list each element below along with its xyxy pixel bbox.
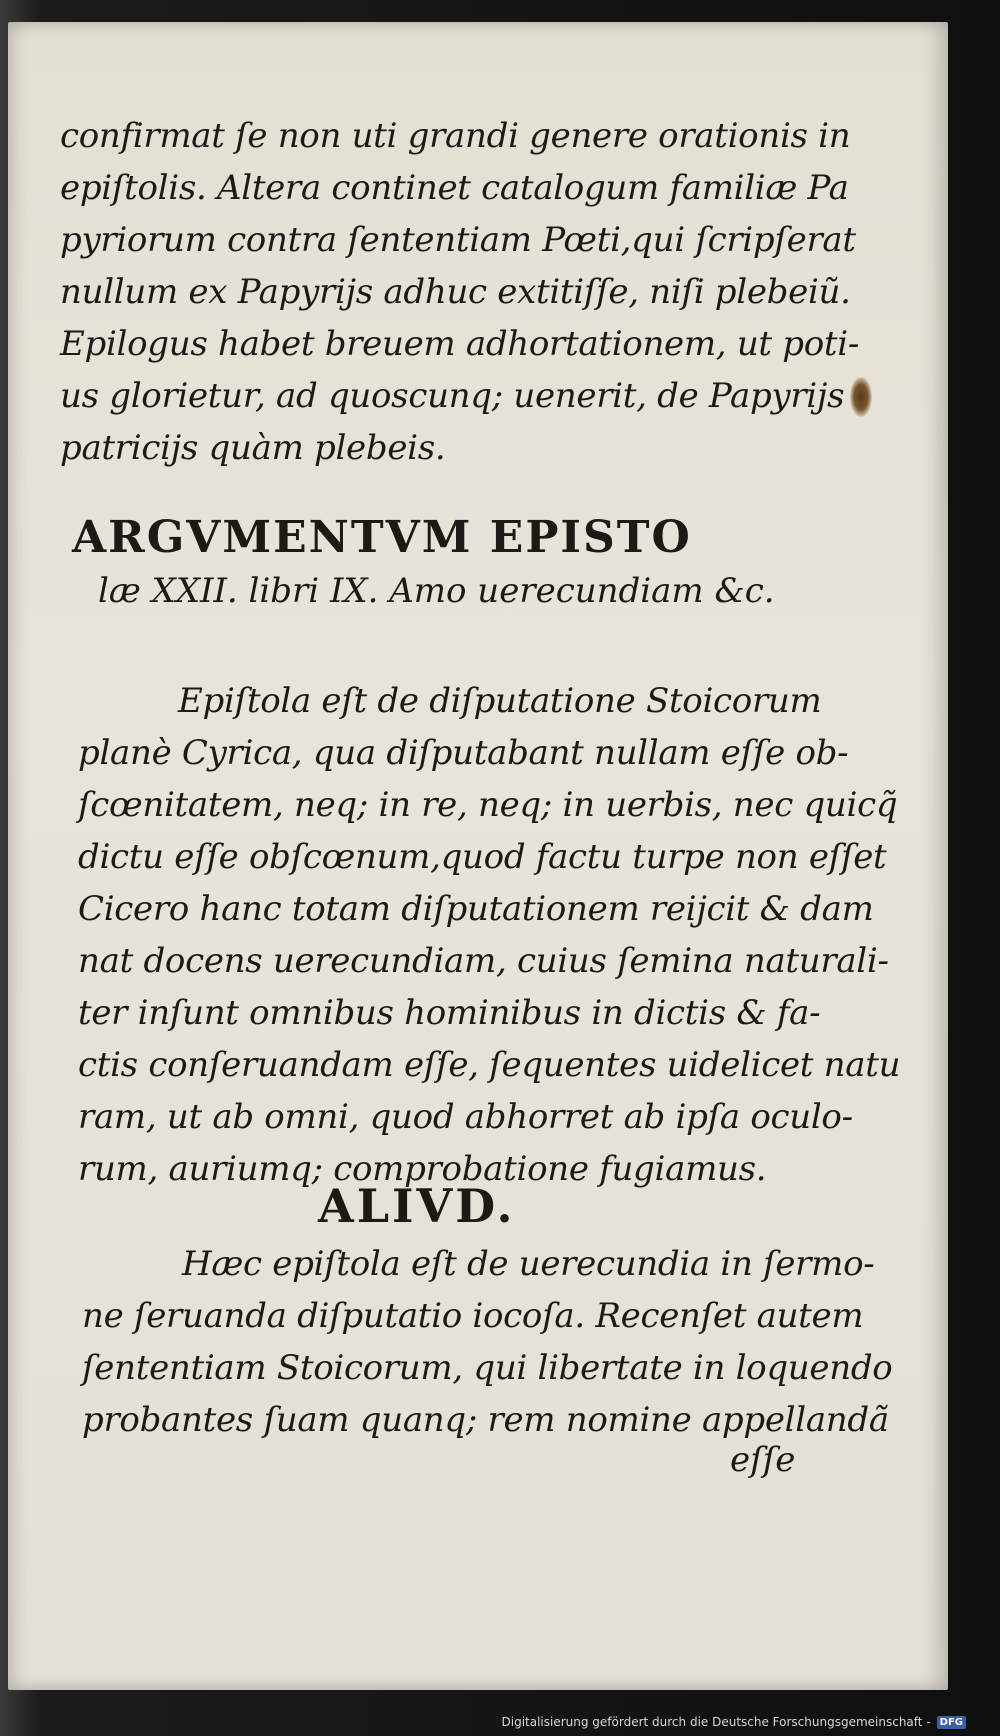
section-heading	[72, 510, 775, 616]
text-line: ſcœnitatem, neq; in re, neq; in uerbis, nec quicq̃	[78, 785, 898, 825]
text-line: ctis conſeruandam eſſe, ſequentes uidelicet natu	[78, 1045, 901, 1085]
paper-stain	[850, 377, 872, 417]
paragraph-argument-continuation	[60, 110, 860, 474]
text-line: Epiſtola eſt de diſputatione Stoicorum	[178, 681, 822, 721]
heading-subtitle: læ XXII. libri IX. Amo uerecundiam &c.	[98, 571, 775, 611]
text-line: Epilogus habet breuem adhortationem, ut poti-	[60, 324, 860, 364]
text-line: epiſtolis. Altera continet catalogum familiæ Pa	[60, 168, 849, 208]
text-line: ſententiam Stoicorum, qui libertate in loquendo	[82, 1348, 893, 1388]
text-line: ter inſunt omnibus hominibus in dictis & fa-	[78, 993, 821, 1033]
paragraph-aliud	[82, 1238, 893, 1446]
heading-title: ARGVMENTVM EPISTO	[72, 512, 692, 563]
text-line: ram, ut ab omni, quod abhorret ab ipſa oculo-	[78, 1097, 853, 1137]
text-line: pyriorum contra ſententiam Pœti,qui ſcripſerat	[60, 220, 856, 260]
catchword: eſſe	[730, 1440, 796, 1480]
text-line: nat docens uerecundiam, cuius ſemina naturali-	[78, 941, 889, 981]
subheading-aliud: ALIVD.	[318, 1179, 516, 1233]
paragraph-epistle-summary	[78, 675, 901, 1195]
dfg-logo-icon: DFG	[937, 1716, 966, 1729]
text-line: confirmat ſe non uti grandi genere orationis in	[60, 116, 851, 156]
text-line: ne ſeruanda diſputatio iocoſa. Recenſet autem	[82, 1296, 864, 1336]
text-line: planè Cyrica, qua diſputabant nullam eſſe ob-	[78, 733, 849, 773]
text-line: probantes ſuam quanq; rem nomine appellandã	[82, 1400, 889, 1440]
text-line: us glorietur, ad quoscunq; uenerit, de Papyrijs	[60, 376, 845, 416]
text-line: Hæc epiſtola eſt de uerecundia in ſermo-	[182, 1244, 875, 1284]
text-line: dictu eſſe obſcœnum,quod factu turpe non eſſet	[78, 837, 887, 877]
text-line: patricijs quàm plebeis.	[60, 428, 446, 468]
digitization-footer	[502, 1712, 967, 1732]
text-line: Cicero hanc totam diſputationem reijcit & dam	[78, 889, 874, 929]
text-line: rum, auriumq; comprobatione fugiamus.	[78, 1149, 767, 1189]
text-line: nullum ex Papyrijs adhuc extitiſſe, niſi plebeiũ.	[60, 272, 851, 312]
footer-credit: Digitalisierung gefördert durch die Deutsche Forschungsgemeinschaft -	[501, 1715, 931, 1729]
